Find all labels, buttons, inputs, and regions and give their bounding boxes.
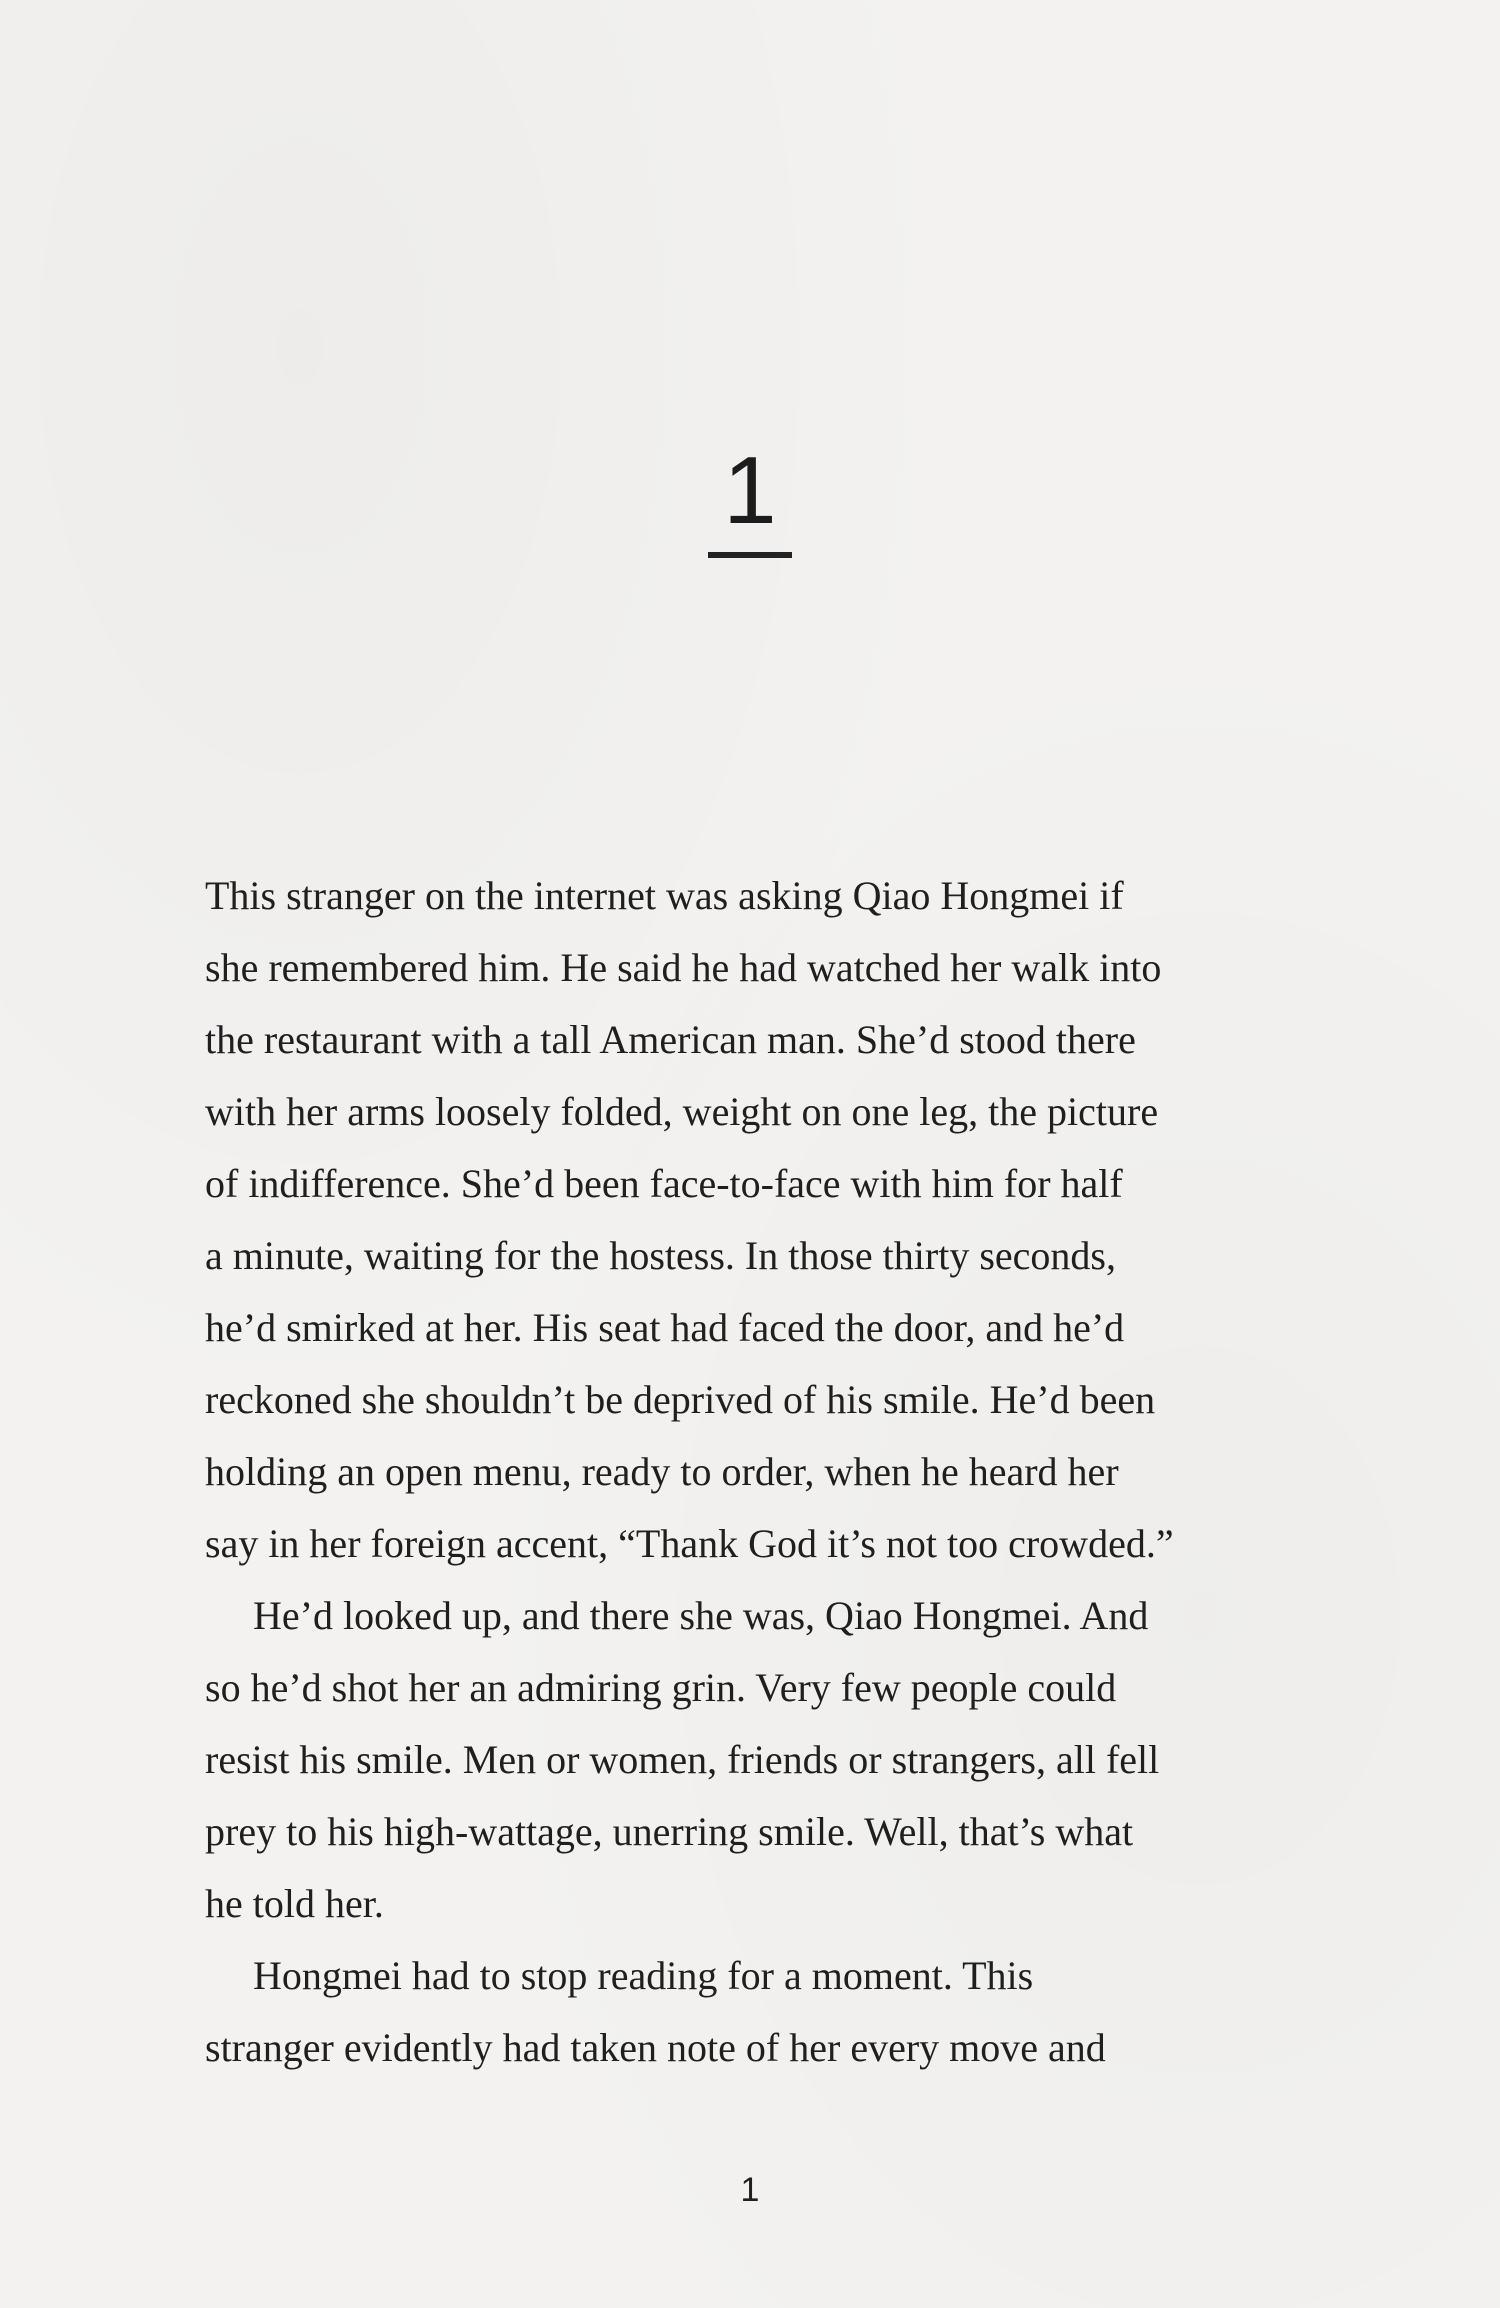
text-line: he’d smirked at her. His seat had faced the door, and he’d: [205, 1305, 1125, 1350]
chapter-number: 1: [723, 437, 777, 544]
text-line: stranger evidently had taken note of her every move and: [205, 2025, 1106, 2070]
text-line: prey to his high-wattage, unerring smile. Well, that’s what: [205, 1809, 1134, 1854]
chapter-body-text: [205, 860, 1295, 2084]
paragraph-1: [205, 860, 1295, 1580]
page-number: 1: [740, 2171, 760, 2209]
paragraph-3: [205, 1940, 1295, 2084]
text-line: say in her foreign accent, “Thank God it’s not too crowded.”: [205, 1521, 1174, 1566]
text-line: so he’d shot her an admiring grin. Very few people could: [205, 1665, 1117, 1710]
text-line: of indifference. She’d been face-to-face with him for half: [205, 1161, 1123, 1206]
chapter-underline: [708, 552, 792, 558]
text-line: she remembered him. He said he had watched her walk into: [205, 945, 1162, 990]
text-line: with her arms loosely folded, weight on one leg, the picture: [205, 1089, 1159, 1134]
text-line: Hongmei had to stop reading for a moment. This: [253, 1953, 1034, 1998]
text-line: holding an open menu, ready to order, when he heard her: [205, 1449, 1119, 1494]
text-line: He’d looked up, and there she was, Qiao Hongmei. And: [253, 1593, 1149, 1638]
text-line: a minute, waiting for the hostess. In those thirty seconds,: [205, 1233, 1116, 1278]
text-line: the restaurant with a tall American man. She’d stood there: [205, 1017, 1136, 1062]
text-line: This stranger on the internet was asking Qiao Hongmei if: [205, 873, 1124, 918]
text-line: resist his smile. Men or women, friends or strangers, all fell: [205, 1737, 1160, 1782]
paragraph-2: [205, 1580, 1295, 1940]
text-line: he told her.: [205, 1881, 384, 1926]
text-line: reckoned she shouldn’t be deprived of his smile. He’d been: [205, 1377, 1156, 1422]
